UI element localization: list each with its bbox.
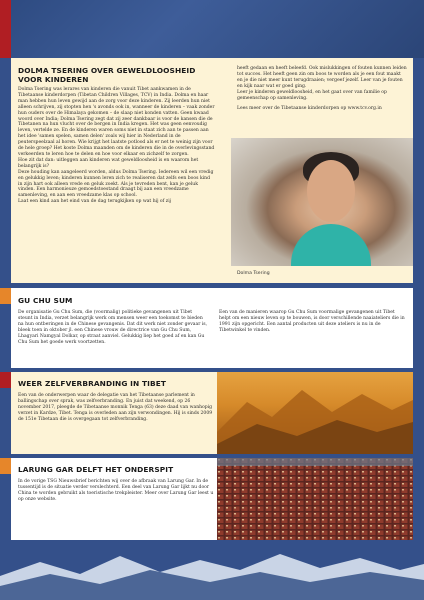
larung-text-panel <box>11 458 217 540</box>
zelfverbranding-title: WEER ZELFVERBRANDING IN TIBET <box>18 379 166 388</box>
section-larung-gar <box>11 458 413 540</box>
larung-gar-image <box>217 458 413 540</box>
dolma-right-paragraph-2: Leer je kinderen geweldloosheid, en het gaat over van familie op gemeenschap op samenleving. <box>237 89 387 101</box>
accent-bar-zelfverbranding <box>0 372 11 388</box>
larung-text: In de vorige TSG Nieuwsbrief berichten wij over de afbraak van Larung Gar. In de tussentijd is de situatie verder verslechterd. Een deel van Larung Gar lijkt nu door China te worden gebruikt als toeristische trekpleister. Meer over Larung Gar leest u op onze website. <box>18 479 214 502</box>
dolma-left-column <box>18 66 215 205</box>
zelfverbranding-text: Een van de onderwerpen waar de delegatie van het Tibetaanse parlement in ballingschap over sprak, was zelfverbranding. En juist dat weekend, op 26 november 2017, pleegde de Tibetaanse monnik Tenga (63) deze daad van wanhopig verzet in Kardze, Tibet. Tenga is overleden aan zijn verwondingen. Hij is sinds 2009 de 151e Tibetaan die is overgegaan tot zelfverbranding. <box>18 393 213 422</box>
guchusum-right-text: Een van de manieren waarop Gu Chu Sum voormalige gevangenen uit Tibet helpt om een nieuw leven op te bouwen, is door verschillende naaiateliers die in 1991 zijn opgericht. Een aantal producten uit deze ateliers is nu in de Tibetwinkel te vinden. <box>219 310 405 333</box>
dolma-paragraph-2: Hoe zit dat dan: uitleggen aan kinderen wat geweldloosheid is en waarom het belangrijk is? <box>18 157 199 169</box>
photo-face-shape <box>307 160 355 222</box>
landscape-mountains-graphic <box>217 372 413 454</box>
dolma-paragraph-3: Deze houding kan aangeleerd worden, aldus Dolma Tsering. Iedereen wil een vredig en gelukkig leven; kinderen kunnen leren zich te realiseren dat zelfs een boos kind in zijn hart ook alleen vrede en geluk zoekt. Als je tevreden bent, kan je geluk vinden. Een harmonieuze gemoedstoestand draagt bij aan een vreedzame samenleving, en aan een vreedzame klas op school. <box>18 169 214 199</box>
larung-title: LARUNG GAR DELFT HET ONDERSPIT <box>18 465 174 474</box>
section-gu-chu-sum <box>11 288 413 368</box>
photo-caption: Dolma Tsering <box>237 271 270 276</box>
dolma-link-text: Lees meer over de Tibetaanse kinderdorpen op www.tcv.org.in <box>237 106 382 112</box>
header-mountain-background <box>0 0 424 58</box>
dolma-portrait-photo <box>231 138 413 266</box>
tibet-landscape-image <box>217 372 413 454</box>
accent-bar-guchusum <box>0 288 11 304</box>
accent-bar-larung <box>0 458 11 474</box>
accent-bar-top <box>0 0 11 58</box>
photo-shirt-shape <box>291 224 371 266</box>
section-zelfverbranding <box>11 372 413 454</box>
zelfverbranding-text-panel <box>11 372 217 454</box>
dolma-right-paragraph-1: heeft gedaan en heeft beleefd. Ook mislukkingen of fouten kunnen leiden tot succes. Het heeft geen zin om boos te worden als je een fout maakt en je die niet meer kunt terugdraaien; vergeef jezelf. Leer van je fouten en kijk naar wat er goed ging. <box>237 66 407 89</box>
houses-graphic <box>217 458 413 540</box>
footer-mountain-image <box>0 548 424 600</box>
guchusum-left-text: De organisatie Gu Chu Sum, die (voormalig) politieke gevangenen uit Tibet steunt in India, verzet belangrijk werk om mensen weer een toekomst te bieden na hun ontberingen in de Chinese gevangenis. Dat dit werk niet zonder gevaar is, bleek toen in oktober jl. een Chinese vrouw de directrice van Gu Chu Sum, Lhagyari Namgyal Dolkar, op straat aanviel. Gelukkig liep het goed af en kan Gu Chu Sum het goede werk voortzetten. <box>18 310 208 345</box>
section-dolma-tsering <box>11 58 413 283</box>
dolma-paragraph-4: Laat een kind aan het eind van de dag terugkijken op wat hij of zij <box>18 199 172 205</box>
dolma-paragraph-1: Dolma Tsering was lerares van kinderen die vanuit Tibet aankwamen in de Tibetaanse kinderdorpen (Tibetan Children Villages, TCV) in India. Dolma en haar man hebben hun leven gewijd aan de zorg voor deze kinderen. Zij leerden hun niet alleen schrijven, zij stopten hen 's avonds ook in, wanneer de kinderen – vaak zonder hun ouders over de Himalaya gekomen – de slaap niet konden vatten. Geen kwaad woord over India; Dolma Tsering zegt dat zij zeer dankbaar is voor de kansen die de Tibetanen na hun vlucht over de bergen in India kregen. Het was geen eenvoudig leven, vertelde ze. En de kinderen waren soms niet in staat zich aan te passen aan het idee 'samen spelen, samen delen' zoals wij hier in Nederland in de peuterspeelzaal al horen. Wie krijgt het laatste potlood als er net te weinig zijn voor de hele groep? Het koste Dolma maanden om de kinderen die in de overlevingsstand verkeerden te leren hoe te delen en hoe voor elkaar en zichzelf te zorgen. <box>18 87 215 157</box>
guchusum-title: GU CHU SUM <box>18 296 73 305</box>
dolma-right-column <box>237 66 407 112</box>
dolma-title: DOLMA TSERING OVER GEWELDLOOSHEID VOOR KINDEREN <box>18 66 196 84</box>
